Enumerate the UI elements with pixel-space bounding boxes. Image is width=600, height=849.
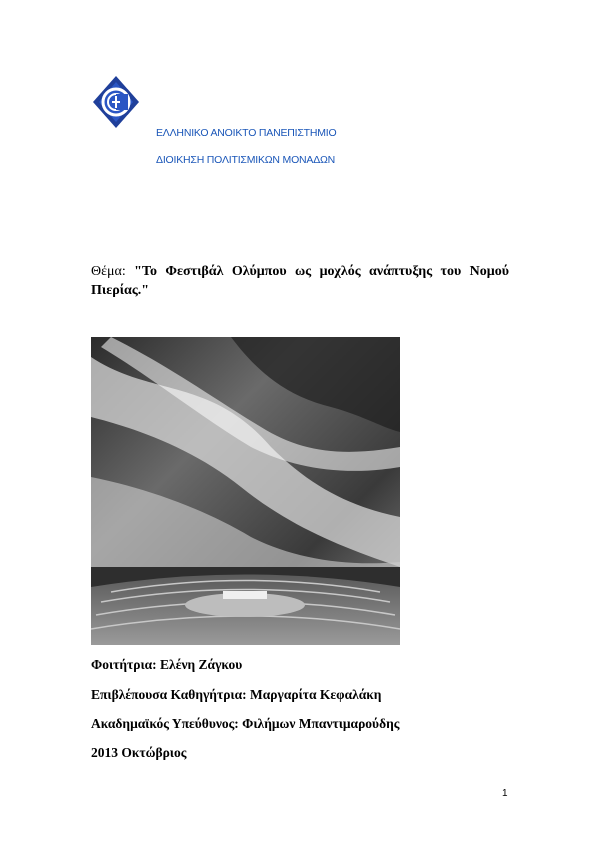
academic-lead-name: Ακαδημαϊκός Υπεύθυνος: Φιλήμων Μπαντιμαρούδης (91, 716, 400, 731)
student-name: Φοιτήτρια: Ελένη Ζάγκου (91, 657, 243, 672)
subject-title: "Το Φεστιβάλ Ολύμπου ως μοχλός ανάπτυξης του Νομού Πιερίας." (91, 264, 509, 298)
university-name: ΕΛΛΗΝΙΚΟ ΑΝΟΙΚΤΟ ΠΑΝΕΠΙΣΤΗΜΙΟ (156, 127, 337, 139)
university-logo (91, 74, 141, 130)
page-number: 1 (502, 788, 508, 799)
subject-label: Θέμα: (91, 264, 135, 279)
program-name: ΔΙΟΙΚΗΣΗ ΠΟΛΙΤΙΣΜΙΚΩΝ ΜΟΝΑΔΩΝ (156, 154, 336, 166)
supervisor-name: Επιβλέπουσα Καθηγήτρια: Μαργαρίτα Κεφαλάκη (91, 687, 382, 702)
thesis-subject (91, 262, 509, 300)
theatre-photo (91, 337, 400, 645)
submission-date: 2013 Οκτώβριος (91, 745, 187, 760)
